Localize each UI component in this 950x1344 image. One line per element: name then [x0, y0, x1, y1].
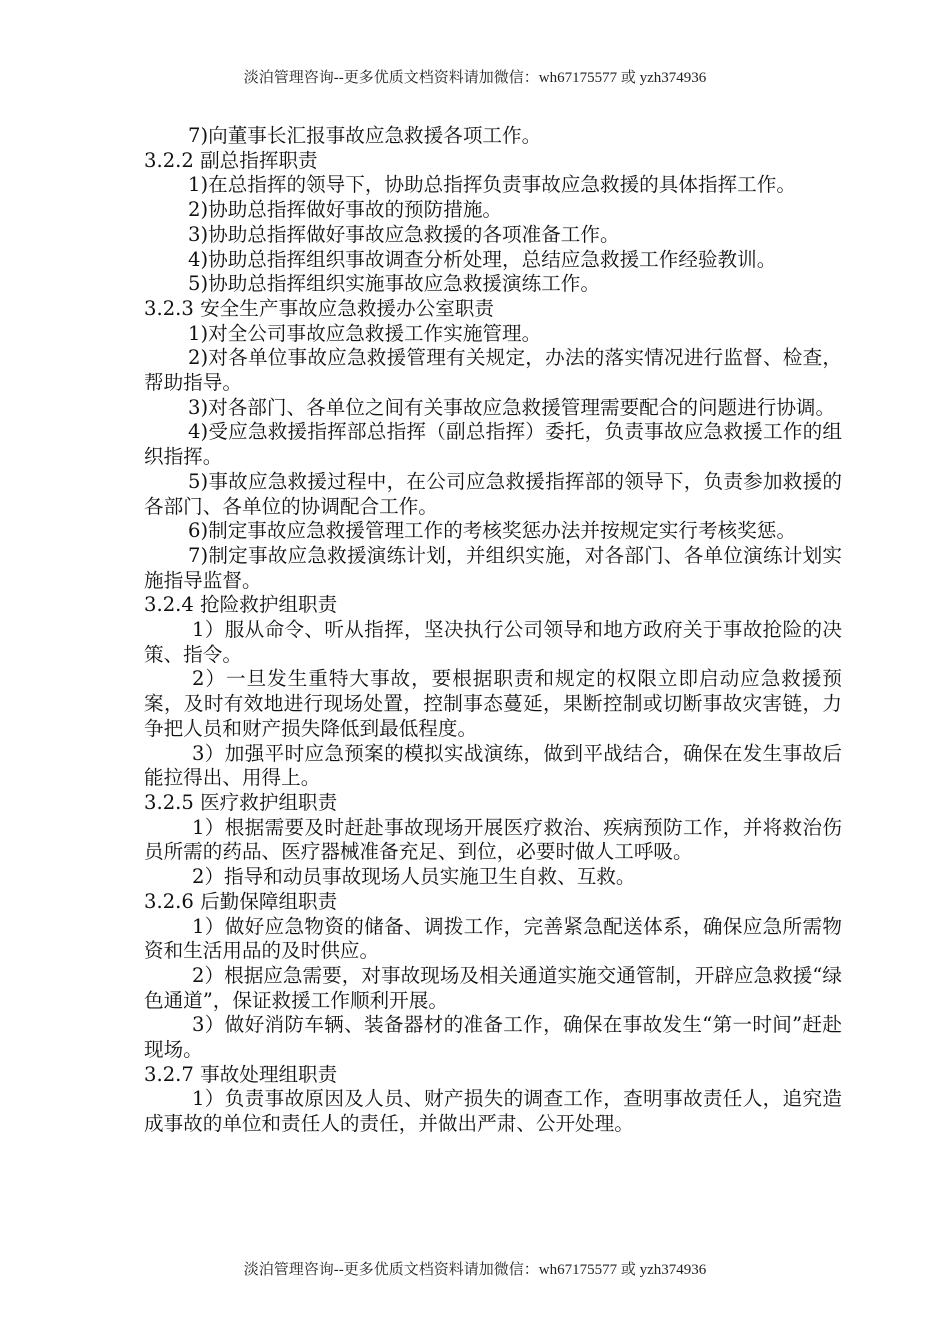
- paragraph: 2）指导和动员事故现场人员实施卫生自救、互救。: [192, 865, 636, 889]
- paragraph: 3)协助总指挥做好事故应急救援的各项准备工作。: [188, 222, 620, 246]
- paragraph: 3)对各部门、各单位之间有关事故应急救援管理需要配合的问题进行协调。: [188, 395, 836, 419]
- page-footer: 淡泊管理咨询--更多优质文档资料请加微信：wh67175577 或 yzh374936: [243, 1262, 707, 1278]
- paragraph: 1）服从命令、听从指挥，坚决执行公司领导和地方政府关于事故抢险的决策、指令。: [144, 618, 842, 666]
- section-heading: 3.2.7 事故处理组职责: [144, 1062, 338, 1086]
- paragraph: 1)对全公司事故应急救援工作实施管理。: [188, 321, 542, 345]
- paragraph: 3）加强平时应急预案的模拟实战演练，做到平战结合，确保在发生事故后能拉得出、用得上。: [144, 741, 842, 790]
- paragraph: 7)制定事故应急救援演练计划，并组织实施，对各部门、各单位演练计划实施指导监督。: [144, 543, 842, 592]
- paragraph: 7)向董事长汇报事故应急救援各项工作。: [188, 124, 542, 147]
- paragraph: 2)协助总指挥做好事故的预防措施。: [188, 198, 503, 222]
- paragraph: 5)事故应急救援过程中，在公司应急救援指挥部的领导下，负责参加救援的各部门、各单位的协调配合工作。: [144, 469, 842, 518]
- paragraph: 6)制定事故应急救援管理工作的考核奖惩办法并按规定实行考核奖惩。: [188, 519, 796, 543]
- paragraph: 1）负责事故原因及人员、财产损失的调查工作，查明事故责任人，追究造成事故的单位和责任人的责任，并做出严肃、公开处理。: [144, 1087, 842, 1136]
- paragraph: 4)受应急救援指挥部总指挥（副总指挥）委托，负责事故应急救援工作的组织指挥。: [144, 420, 842, 469]
- section-heading: 3.2.4 抢险救护组职责: [144, 593, 338, 617]
- section-heading: 3.2.3 安全生产事故应急救援办公室职责: [144, 296, 494, 320]
- section-heading: 3.2.5 医疗救护组职责: [144, 790, 338, 814]
- paragraph: 2)对各单位事故应急救援管理有关规定，办法的落实情况进行监督、检查，帮助指导。: [144, 346, 842, 395]
- paragraph: 4)协助总指挥组织事故调查分析处理，总结应急救援工作经验教训。: [188, 247, 777, 271]
- paragraph: 1)在总指挥的领导下，协助总指挥负责事故应急救援的具体指挥工作。: [188, 173, 796, 197]
- section-heading: 3.2.6 后勤保障组职责: [144, 889, 338, 913]
- paragraph: 2）根据应急需要，对事故现场及相关通道实施交通管制，开辟应急救援“绿色通道”，保证救援工作顺利开展。: [144, 963, 842, 1012]
- document-body: [144, 124, 842, 1137]
- page-header: 淡泊管理咨询--更多优质文档资料请加微信：wh67175577 或 yzh374936: [243, 70, 707, 86]
- paragraph: 2）一旦发生重特大事故，要根据职责和规定的权限立即启动应急救援预案，及时有效地进行现场处置，控制事态蔓延，果断控制或切断事故灾害链，力争把人员和财产损失降低到最低程度。: [144, 667, 842, 740]
- paragraph: 1）根据需要及时赶赴事故现场开展医疗救治、疾病预防工作，并将救治伤员所需的药品、医疗器械准备充足、到位，必要时做人工呼吸。: [144, 815, 842, 864]
- paragraph: 5)协助总指挥组织实施事故应急救援演练工作。: [188, 272, 600, 296]
- paragraph: 3）做好消防车辆、装备器材的准备工作，确保在事故发生“第一时间”赶赴现场。: [144, 1013, 842, 1062]
- section-heading: 3.2.2 副总指挥职责: [144, 148, 318, 172]
- paragraph: 1）做好应急物资的储备、调拨工作，完善紧急配送体系，确保应急所需物资和生活用品的及时供应。: [144, 914, 842, 963]
